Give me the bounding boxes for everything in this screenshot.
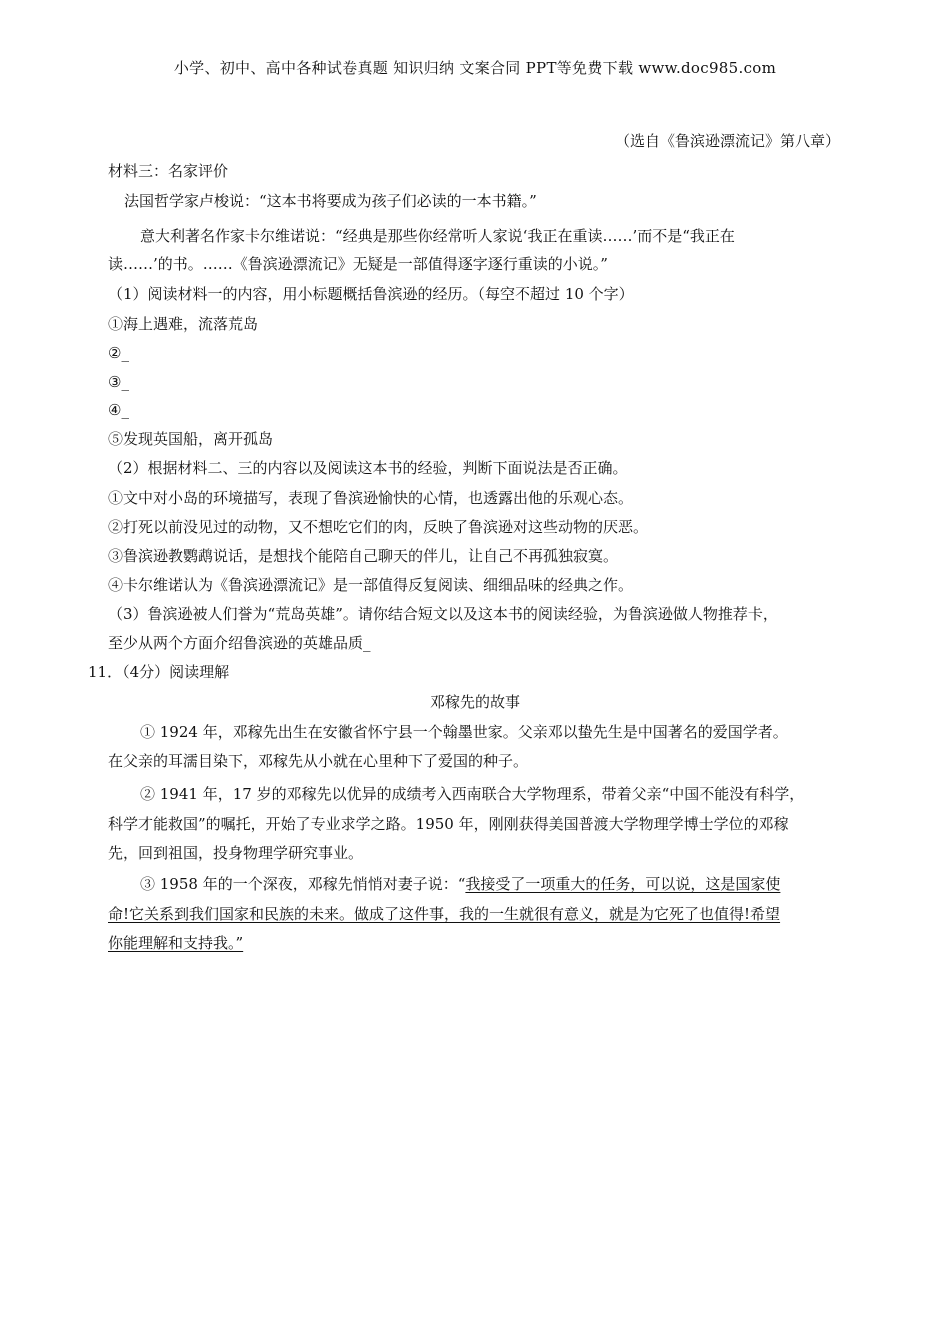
material3-heading: 材料三：名家评价: [108, 162, 229, 180]
paragraph-3-underlined-start: 我接受了一项重大的任务，可以说，这是国家使: [465, 875, 781, 893]
calvino-quote-line2: 读……’的书。……《鲁滨逊漂流记》无疑是一部值得逐字逐行重读的小说。”: [108, 255, 608, 273]
q2-prompt: （2）根据材料二、三的内容以及阅读这本书的经验，判断下面说法是否正确。: [108, 459, 628, 477]
paragraph-2-line2: 科学才能救国”的嘱托，开始了专业求学之路。1950 年，刚刚获得美国普渡大学物理学博士学位的邓稼: [108, 815, 789, 833]
q2-item-1: ①文中对小岛的环境描写，表现了鲁滨逊愉快的心情，也透露出他的乐观心态。: [108, 489, 634, 507]
q1-item-5: ⑤发现英国船，离开孤岛: [108, 430, 274, 448]
q2-item-3: ③鲁滨逊教鹦鹉说话，是想找个能陪自己聊天的伴儿，让自己不再孤独寂寞。: [108, 547, 619, 565]
q3-line2: 至少从两个方面介绍鲁滨逊的英雄品质_: [108, 634, 371, 652]
q1-item-1: ①海上遇难，流落荒岛: [108, 315, 259, 333]
source-citation: （选自《鲁滨逊漂流记》第八章）: [615, 132, 841, 150]
paragraph-1-line1: ① 1924 年，邓稼先出生在安徽省怀宁县一个翰墨世家。父亲邓以蛰先生是中国著名的爱国学者。: [140, 723, 788, 741]
calvino-quote-line1: 意大利著名作家卡尔维诺说：“经典是那些你经常听人家说‘我正在重读……’而不是“我正在: [140, 227, 735, 245]
q2-item-4: ④卡尔维诺认为《鲁滨逊漂流记》是一部值得反复阅读、细细品味的经典之作。: [108, 576, 634, 594]
q11-number: 11．（4分）阅读理解: [88, 663, 230, 681]
story-title: 邓稼先的故事: [429, 693, 520, 711]
rousseau-quote: 法国哲学家卢梭说：“这本书将要成为孩子们必读的一本书籍。”: [124, 192, 537, 210]
paragraph-3-line3: 你能理解和支持我。”: [108, 934, 244, 952]
paragraph-3-line1: [140, 873, 780, 895]
q1-prompt: （1）阅读材料一的内容，用小标题概括鲁滨逊的经历。（每空不超过 10 个字）: [108, 285, 634, 303]
page-header: 小学、初中、高中各种试卷真题 知识归纳 文案合同 PPT等免费下载 www.doc985.com: [173, 59, 777, 77]
q1-item-3: ③_: [108, 373, 129, 391]
paragraph-1-line2: 在父亲的耳濡目染下，邓稼先从小就在心里种下了爱国的种子。: [108, 752, 529, 770]
q1-item-4: ④_: [108, 401, 129, 419]
paragraph-2-line1: ② 1941 年，17 岁的邓稼先以优异的成绩考入西南联合大学物理系，带着父亲“中国不能没有科学，: [140, 785, 805, 803]
q3-line1: （3）鲁滨逊被人们誉为“荒岛英雄”。请你结合短文以及这本书的阅读经验，为鲁滨逊做人物推荐卡，: [108, 605, 778, 623]
q1-item-2: ②_: [108, 344, 129, 362]
paragraph-3-intro: ③ 1958 年的一个深夜，邓稼先悄悄对妻子说：“: [140, 875, 466, 893]
paragraph-2-line3: 先，回到祖国，投身物理学研究事业。: [108, 844, 364, 862]
paragraph-3-line2: 命!它关系到我们国家和民族的未来。做成了这件事，我的一生就很有意义，就是为它死了也值得!希望: [108, 905, 781, 923]
q2-item-2: ②打死以前没见过的动物，又不想吃它们的肉，反映了鲁滨逊对这些动物的厌恶。: [108, 518, 649, 536]
